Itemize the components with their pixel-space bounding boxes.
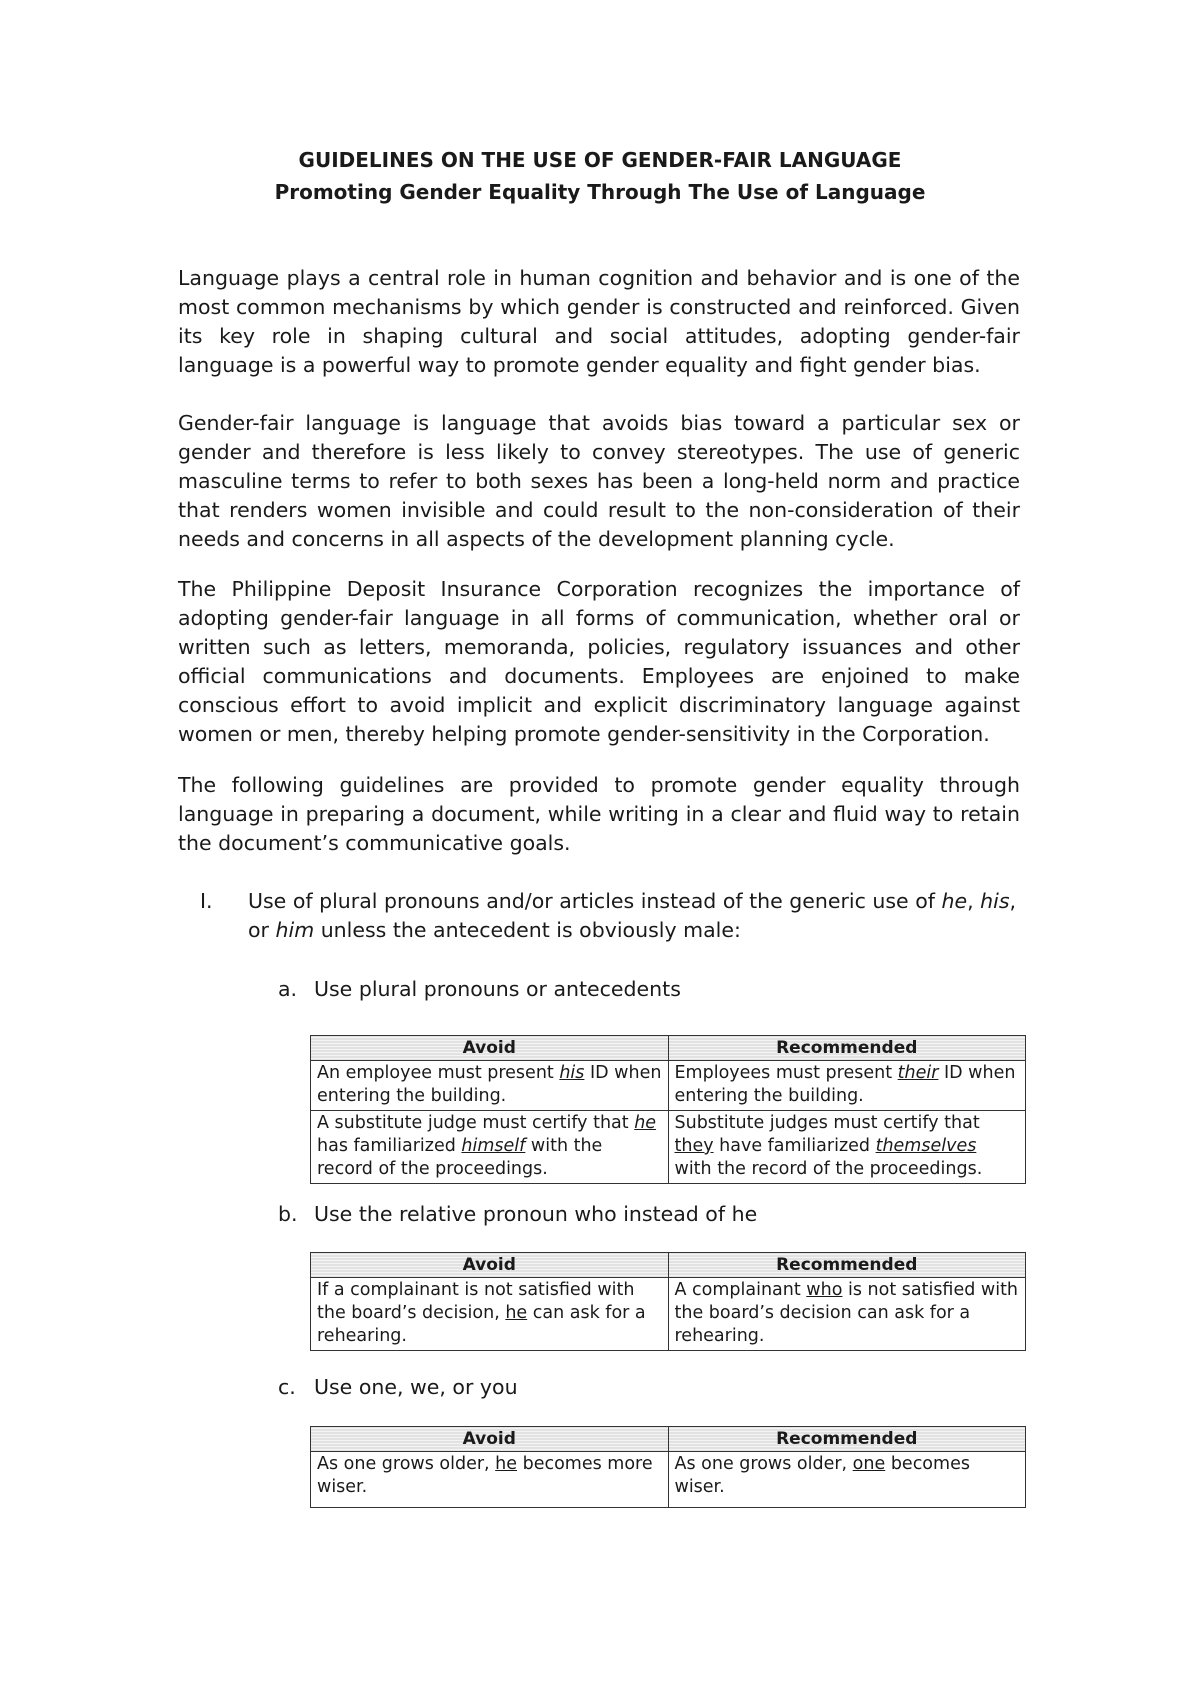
section-number: I. [200, 889, 213, 913]
subitem-letter: a. [278, 977, 298, 1001]
subitem-label: Use one, we, or you [314, 1375, 518, 1399]
subitem-a [278, 975, 681, 1004]
cell-text: A complainant [674, 1280, 807, 1300]
cell-text: with the record of the proceedings. [317, 1136, 603, 1179]
header-recommended: Recommended [668, 1427, 1026, 1452]
recommended-cell [668, 1111, 1026, 1184]
paragraph-2: Gender-fair language is language that avoids bias toward a particular sex or gender and therefore is less likely to convey stereotypes. The use of generic masculine terms to refer to both sexes has been a long-held norm and practice that renders women invisible and could result to the non-consideration of their needs and concerns in all aspects of the development planning cycle. [178, 411, 1020, 551]
table-header-row [311, 1036, 1026, 1061]
subitem-c [278, 1373, 518, 1402]
header-avoid: Avoid [311, 1427, 669, 1452]
recommended-cell [668, 1278, 1026, 1351]
table-c [310, 1426, 1026, 1508]
underlined-word: himself [461, 1136, 526, 1156]
section-text-part: Use of plural pronouns and/or articles instead of the generic use of [248, 889, 942, 913]
header-avoid: Avoid [311, 1253, 669, 1278]
recommended-cell [668, 1061, 1026, 1111]
underlined-word: they [674, 1136, 714, 1156]
header-avoid: Avoid [311, 1036, 669, 1061]
avoid-cell [311, 1111, 669, 1184]
table-b [310, 1252, 1026, 1351]
cell-text: ID when entering the building. [317, 1063, 662, 1106]
table-header-row [311, 1427, 1026, 1452]
section-text-him: him [275, 918, 315, 942]
table-row [311, 1452, 1026, 1508]
cell-text: Substitute judges must certify that [674, 1113, 980, 1133]
cell-text: becomes wiser. [674, 1454, 970, 1497]
cell-text: As one grows older, [317, 1454, 496, 1474]
section-text [248, 887, 1020, 945]
recommended-cell [668, 1452, 1026, 1508]
section-text-part: , or [248, 889, 1017, 942]
avoid-cell [311, 1278, 669, 1351]
section-text-part: , [967, 889, 981, 913]
cell-text: with the record of the proceedings. [674, 1159, 983, 1179]
header-recommended: Recommended [668, 1253, 1026, 1278]
underlined-word: their [897, 1063, 939, 1083]
document-title: GUIDELINES ON THE USE OF GENDER-FAIR LANGUAGE [298, 148, 902, 172]
subitem-label: Use the relative pronoun who instead of he [314, 1202, 758, 1226]
cell-text: have familiarized [713, 1136, 876, 1156]
header-recommended: Recommended [668, 1036, 1026, 1061]
avoid-cell [311, 1061, 669, 1111]
table-a [310, 1035, 1026, 1184]
underlined-word: he [634, 1113, 657, 1133]
cell-text: If a complainant is not satisfied with the board’s decision, [317, 1280, 635, 1323]
cell-text: is not satisfied with the board’s decision can ask for a rehearing. [674, 1280, 1019, 1346]
section-text-part: unless the antecedent is obviously male: [314, 918, 741, 942]
cell-text: ID when entering the building. [674, 1063, 1016, 1106]
underlined-word: who [806, 1280, 843, 1300]
cell-text: A substitute judge must certify that [317, 1113, 635, 1133]
table-row [311, 1111, 1026, 1184]
underlined-word: his [559, 1063, 585, 1083]
table-header-row [311, 1253, 1026, 1278]
cell-text: Employees must present [674, 1063, 898, 1083]
underlined-word: he [495, 1454, 518, 1474]
cell-text: has familiarized [317, 1136, 462, 1156]
document-subtitle: Promoting Gender Equality Through The Use of Language [274, 180, 926, 204]
paragraph-4: The following guidelines are provided to promote gender equality through language in preparing a document, while writing in a clear and fluid way to retain the document’s communicative goals. [178, 773, 1020, 855]
underlined-word: themselves [875, 1136, 977, 1156]
underlined-word: one [852, 1454, 886, 1474]
table-row [311, 1061, 1026, 1111]
subitem-letter: c. [278, 1375, 296, 1399]
subitem-label: Use plural pronouns or antecedents [314, 977, 681, 1001]
paragraph-1: Language plays a central role in human cognition and behavior and is one of the most common mechanisms by which gender is constructed and reinforced. Given its key role in shaping cultural and social attitudes, adopting gender-fair language is a powerful way to promote gender equality and fight gender bias. [178, 266, 1020, 377]
table-row [311, 1278, 1026, 1351]
paragraph-3: The Philippine Deposit Insurance Corporation recognizes the importance of adopting gender-fair language in all forms of communication, whether oral or written such as letters, memoranda, policies, regulatory issuances and other official communications and documents. Employees are enjoined to make conscious effort to avoid implicit and explicit discriminatory language against women or men, thereby helping promote gender-sensitivity in the Corporation. [178, 577, 1020, 746]
avoid-cell [311, 1452, 669, 1508]
section-text-his: his [980, 889, 1010, 913]
subitem-letter: b. [278, 1202, 298, 1226]
underlined-word: he [505, 1303, 528, 1323]
cell-text: can ask for a rehearing. [317, 1303, 646, 1346]
cell-text: As one grows older, [674, 1454, 853, 1474]
section-text-he: he [941, 889, 968, 913]
cell-text: becomes more wiser. [317, 1454, 653, 1497]
cell-text: An employee must present [317, 1063, 560, 1083]
subitem-b [278, 1200, 757, 1229]
